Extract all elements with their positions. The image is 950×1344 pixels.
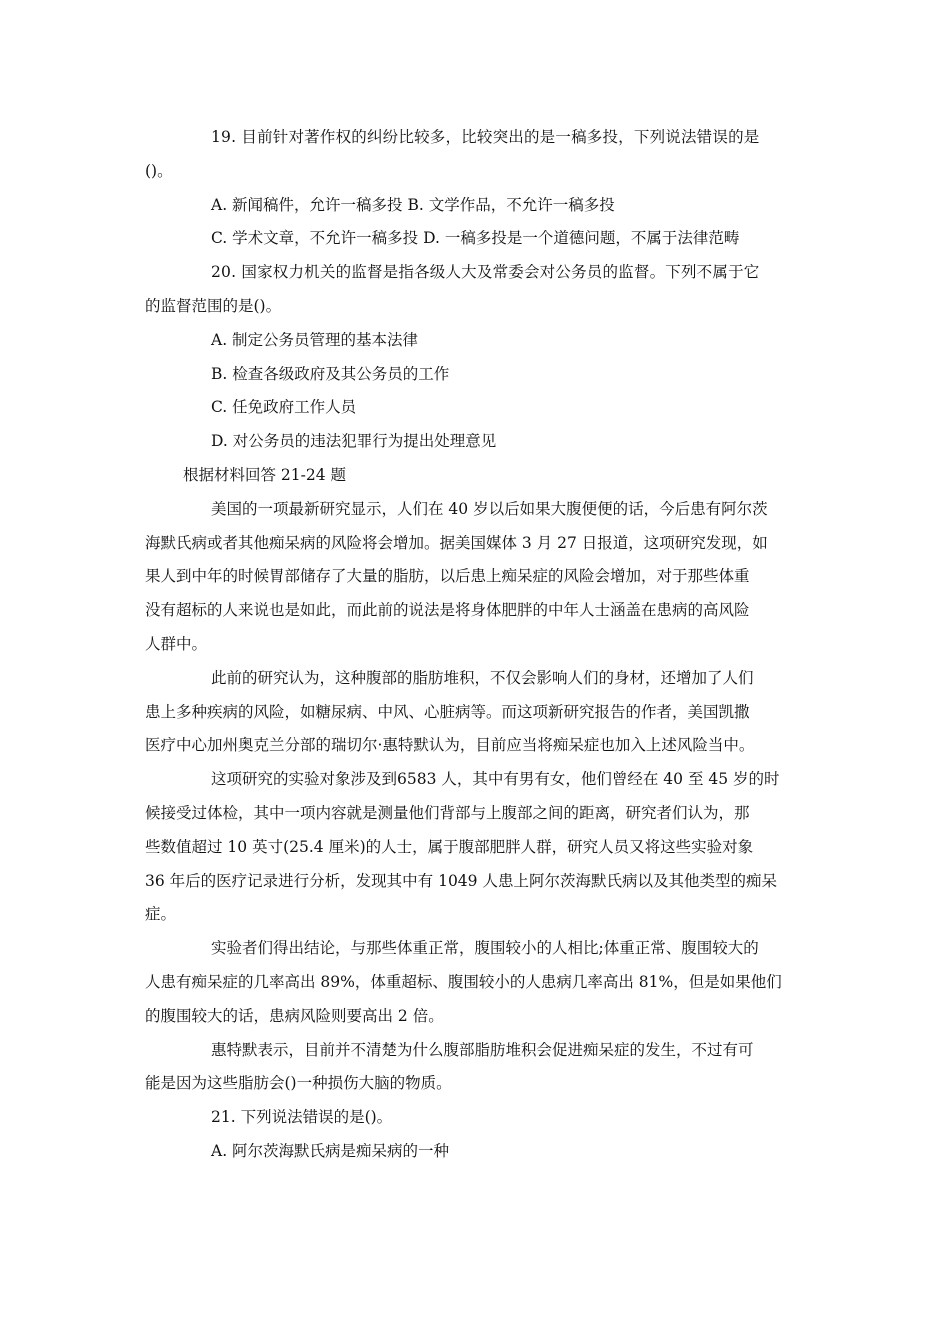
q19-stem-line1: 19. 目前针对著作权的纠纷比较多，比较突出的是一稿多投，下列说法错误的是: [211, 128, 760, 146]
q19-options-line1: A. 新闻稿件，允许一稿多投 B. 文学作品，不允许一稿多投: [211, 195, 615, 214]
material-p5-line: 惠特默表示，目前并不清楚为什么腹部脂肪堆积会促进痴呆症的发生，不过有可: [211, 1040, 754, 1059]
material-p3-line: 症。: [145, 905, 177, 924]
q20-stem-line1: 20. 国家权力机关的监督是指各级人大及常委会对公务员的监督。下列不属于它: [211, 263, 760, 282]
document-body: [145, 121, 805, 1169]
q20-option-c: C. 任免政府工作人员: [211, 398, 357, 417]
material-p1-line: 美国的一项最新研究显示，人们在 40 岁以后如果大腹便便的话，今后患有阿尔茨: [211, 499, 768, 518]
material-p5-line: 能是因为这些脂肪会()一种损伤大脑的物质。: [145, 1074, 452, 1093]
material-p2-line: 患上多种疾病的风险，如糖尿病、中风、心脏病等。而这项新研究报告的作者，美国凯撒: [145, 702, 750, 721]
q19-options-line2: C. 学术文章，不允许一稿多投 D. 一稿多投是一个道德问题，不属于法律范畴: [211, 229, 740, 248]
material-p3-line: 36 年后的医疗记录进行分析，发现其中有 1049 人患上阿尔茨海默氏病以及其他类型的痴呆: [145, 871, 777, 890]
q20-stem-line2: 的监督范围的是()。: [145, 296, 282, 315]
material-p1-line: 人群中。: [145, 634, 208, 653]
material-p4-line: 实验者们得出结论，与那些体重正常，腹围较小的人相比;体重正常、腹围较大的: [211, 939, 759, 958]
material-p4-line: 的腹围较大的话，患病风险则要高出 2 倍。: [145, 1006, 444, 1025]
q19-stem-line2: ()。: [145, 161, 173, 180]
material-p1-line: 没有超标的人来说也是如此，而此前的说法是将身体肥胖的中年人士涵盖在患病的高风险: [145, 601, 750, 620]
q21-stem: 21. 下列说法错误的是()。: [211, 1108, 393, 1127]
material-p1-line: 海默氏病或者其他痴呆病的风险将会增加。据美国媒体 3 月 27 日报道，这项研究发现，如: [145, 533, 768, 552]
q20-option-d: D. 对公务员的违法犯罪行为提出处理意见: [211, 432, 497, 451]
material-p4-line: 人患有痴呆症的几率高出 89%，体重超标、腹围较小的人患病几率高出 81%，但是如果他们: [145, 972, 782, 991]
material-p3-line: 些数值超过 10 英寸(25.4 厘米)的人士，属于腹部肥胖人群，研究人员又将这些实验对象: [145, 837, 754, 856]
material-p2-line: 医疗中心加州奥克兰分部的瑞切尔·惠特默认为，目前应当将痴呆症也加入上述风险当中。: [145, 736, 755, 755]
material-p3-line: 候接受过体检，其中一项内容就是测量他们背部与上腹部之间的距离，研究者们认为，那: [145, 803, 750, 822]
q20-option-b: B. 检查各级政府及其公务员的工作: [211, 364, 450, 383]
q21-option-a: A. 阿尔茨海默氏病是痴呆病的一种: [211, 1141, 450, 1160]
material-p1-line: 果人到中年的时候胃部储存了大量的脂肪，以后患上痴呆症的风险会增加，对于那些体重: [145, 567, 750, 586]
material-p3-line: 这项研究的实验对象涉及到6583 人，其中有男有女，他们曾经在 40 至 45 岁的时: [211, 770, 780, 789]
material-heading: 根据材料回答 21-24 题: [183, 465, 347, 484]
material-p2-line: 此前的研究认为，这种腹部的脂肪堆积，不仅会影响人们的身材，还增加了人们: [211, 668, 754, 687]
q20-option-a: A. 制定公务员管理的基本法律: [211, 330, 419, 349]
